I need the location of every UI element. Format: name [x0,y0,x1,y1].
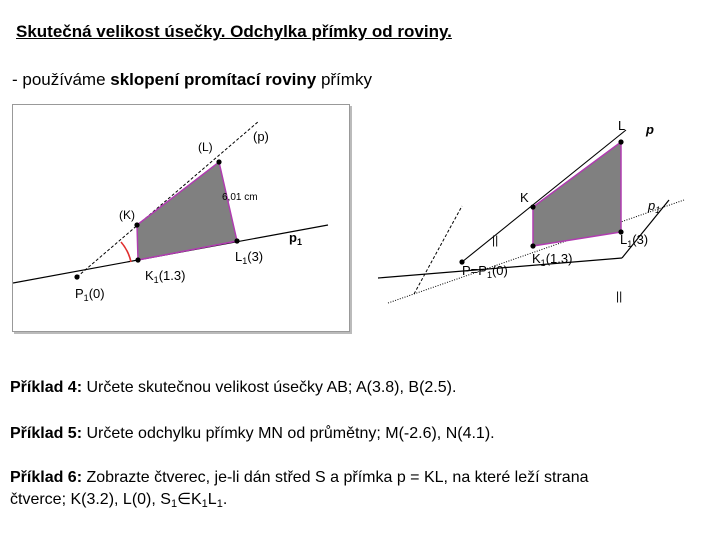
label-p1: $p_1$ [648,198,661,215]
point-K1 [530,243,535,248]
example-5 [10,423,495,445]
label-L1: $L_1(3)$ [235,249,264,266]
label-K1: $K_1(1.3)$ [532,251,573,268]
example-6-line2: čtverce; K(3.2), L(0), $S_1\in K_1L_1$. [10,491,228,510]
figure-rotated-plane [12,104,350,332]
example-5-label: Příklad 5: [10,425,83,442]
point-L [216,159,221,164]
subtitle-suffix: přímky [316,70,372,89]
label-length: 6,01 cm [222,192,258,203]
label-K-rotated: (K) [119,208,135,222]
point-K1 [135,257,140,262]
label-p-rotated: (p) [253,129,269,144]
figure-left-svg [13,105,349,331]
label-L1: $L_1(3)$ [620,232,649,249]
example-4 [10,377,456,399]
label-parallel-mark-1: || [492,233,499,247]
point-L1 [234,238,239,243]
point-K [134,222,139,227]
line-parallel-right [622,200,669,258]
line-parallel-left [414,206,462,294]
figure-rotated-trapezoid [374,108,692,308]
label-P: $P=P_1(0)$ [462,263,508,280]
example-4-label: Příklad 4: [10,379,83,396]
subtitle-prefix: - používáme [12,70,111,89]
label-L: L [618,118,626,133]
label-K: K [520,190,529,205]
label-p1: $p_1$ [289,230,302,247]
point-L [618,139,623,144]
label-L-rotated: (L) [198,140,213,154]
figure-right-svg [374,108,692,308]
example-6-label: Příklad 6: [10,469,83,486]
page-title: Skutečná velikost úsečky. Odchylka přímky od roviny. [16,22,452,41]
example-6 [10,467,588,515]
angle-arc [121,242,131,262]
subtitle-bold: sklopení promítací roviny [110,70,317,89]
point-P1 [74,274,79,279]
label-p: p [646,122,654,137]
trapezoid-fill [137,162,237,260]
example-6-text: Zobrazte čtverec, je-li dán střed S a přímka p = KL, na které leží strana [82,469,589,486]
label-P1: $P_1(0)$ [75,286,105,303]
label-K1: $K_1(1.3)$ [145,268,186,285]
example-5-text: Určete odchylku přímky MN od průmětny; M(-2.6), N(4.1). [82,425,495,442]
subtitle [12,70,372,90]
example-4-text: Určete skutečnou velikost úsečky AB; A(3.8), B(2.5). [82,379,457,396]
label-parallel-mark-2: || [616,289,623,303]
point-K [530,204,535,209]
